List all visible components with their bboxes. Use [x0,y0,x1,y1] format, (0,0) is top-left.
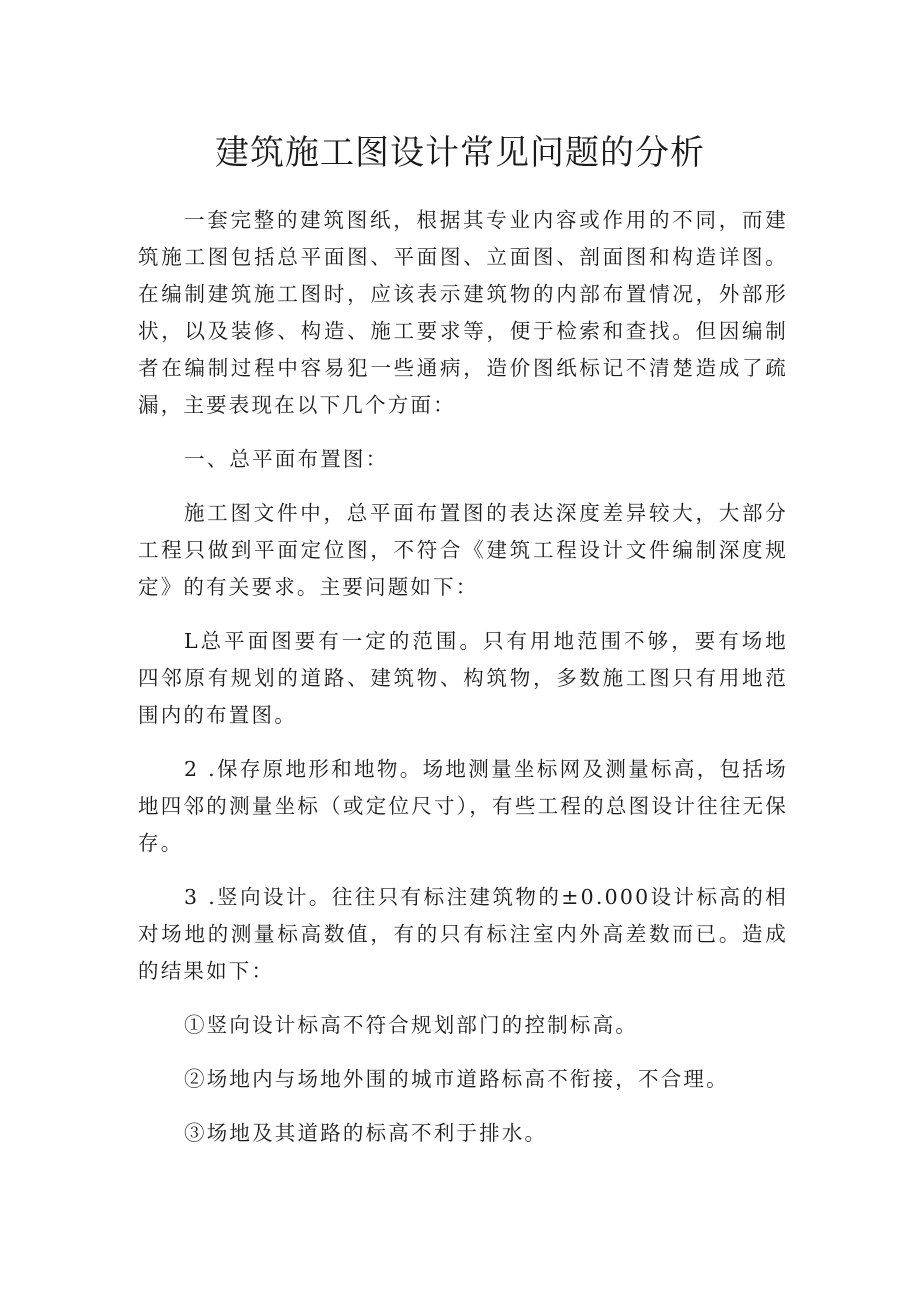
paragraph-item-2-terrain: 2 .保存原地形和地物。场地测量坐标网及测量标高，包括场地四邻的测量坐标（或定位尺寸），有些工程的总图设计往往无保存。 [138,757,788,855]
list-item-result-1: ①竖向设计标高不符合规划部门的控制标高。 [184,1013,638,1037]
list-item-result-3: ③场地及其道路的标高不利于排水。 [184,1121,548,1145]
paragraph-item-1-scope: L总平面图要有一定的范围。只有用地范围不够，要有场地四邻原有规划的道路、建筑物、构筑物，多数施工图只有用地范围内的布置图。 [138,629,788,727]
page-title: 建筑施工图设计常见问题的分析 [215,133,705,173]
paragraph-site-plan-overview: 施工图文件中，总平面布置图的表达深度差异较大，大部分工程只做到平面定位图，不符合《建筑工程设计文件编制深度规定》的有关要求。主要问题如下： [138,501,788,599]
document-body [138,202,788,1169]
paragraph-intro: 一套完整的建筑图纸，根据其专业内容或作用的不同，而建筑施工图包括总平面图、平面图、立面图、剖面图和构造详图。在编制建筑施工图时，应该表示建筑物的内部布置情况，外部形状，以及装修、构造、施工要求等，便于检索和查找。但因编制者在编制过程中容易犯一些通病，造价图纸标记不清楚造成了疏漏，主要表现在以下几个方面： [138,208,788,417]
section-heading-site-plan: 一、总平面布置图： [184,447,389,471]
paragraph-item-3-vertical-design: 3 .竖向设计。往往只有标注建筑物的±0.000设计标高的相对场地的测量标高数值，有的只有标注室内外高差数而已。造成的结果如下： [138,885,788,983]
list-item-result-2: ②场地内与场地外围的城市道路标高不衔接，不合理。 [184,1067,729,1091]
